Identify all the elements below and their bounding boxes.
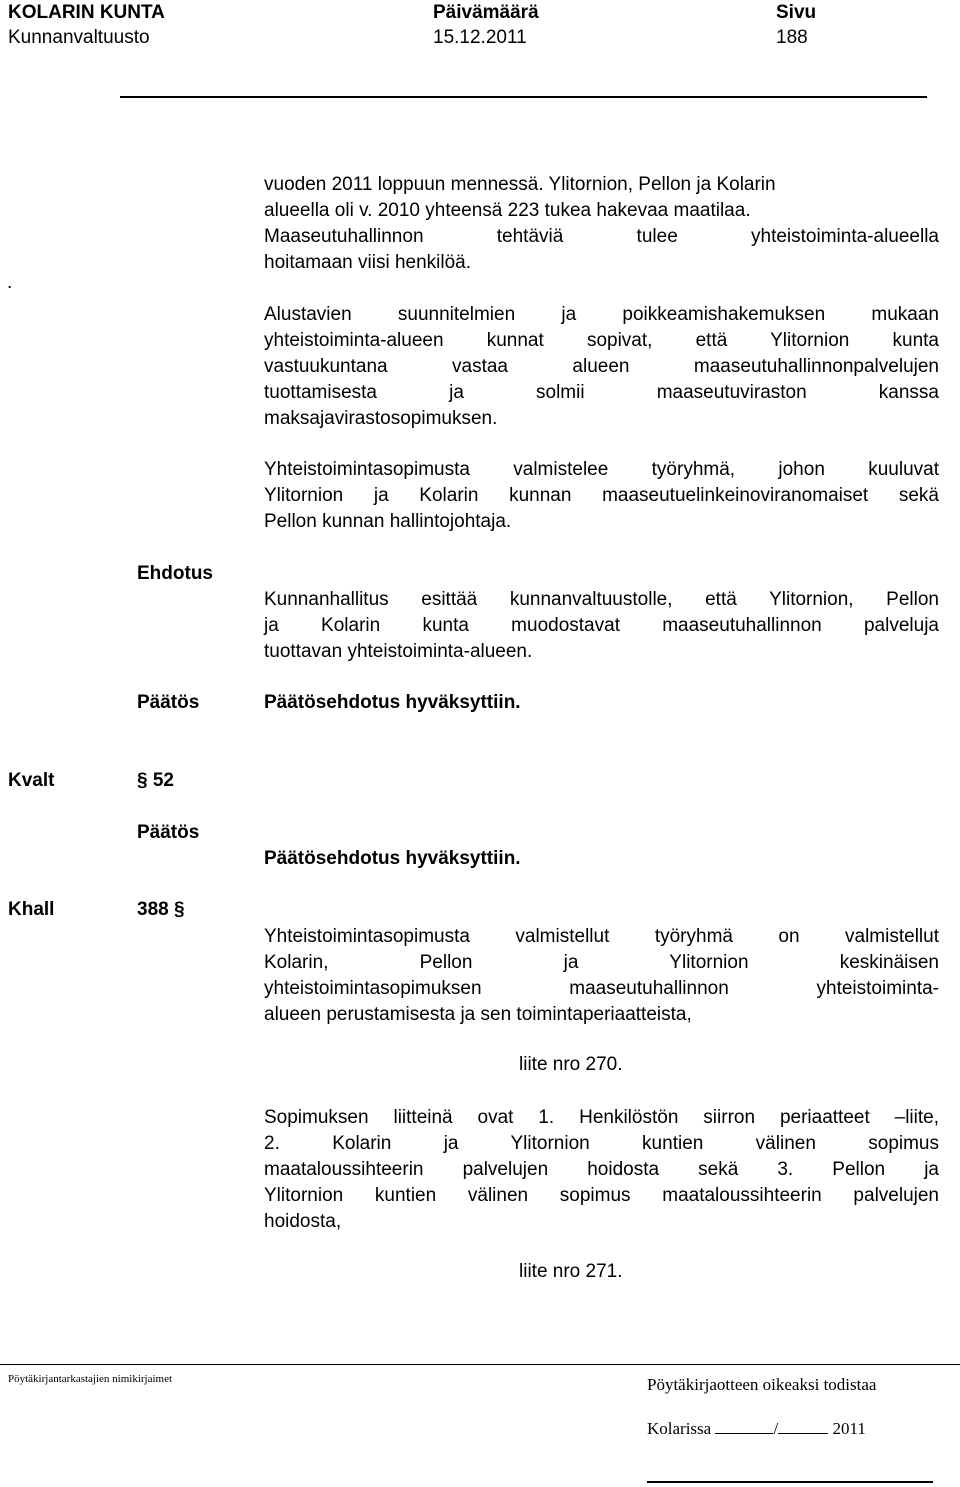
intro-line: alueella oli v. 2010 yhteensä 223 tukea hakevaa maatilaa.	[264, 200, 751, 221]
khall-line: Kolarin, Pellon ja Ylitornion keskinäisen	[264, 952, 939, 973]
khall-line: Yhteistoimintasopimusta valmistellut työryhmä on valmistellut	[264, 926, 939, 947]
page-number: 188	[776, 27, 808, 48]
day-blank	[715, 1419, 773, 1434]
appendix-line: Ylitornion kuntien välinen sopimus maataloussihteerin palvelujen	[264, 1185, 939, 1206]
date-label: Päivämäärä	[433, 2, 539, 23]
date-separator: /	[773, 1419, 779, 1438]
footer-divider	[0, 1364, 960, 1365]
organization-name: KOLARIN KUNTA	[8, 2, 165, 23]
header-divider	[120, 96, 927, 98]
decision-text: Päätösehdotus hyväksyttiin.	[264, 692, 521, 713]
khall-line: yhteistoimintasopimuksen maaseutuhallinnon yhteistoiminta-	[264, 978, 939, 999]
plans-line: Alustavien suunnitelmien ja poikkeamishakemuksen mukaan	[264, 304, 939, 325]
appendix-line: Sopimuksen liitteinä ovat 1. Henkilöstön siirron periaatteet –liite,	[264, 1107, 939, 1128]
proposal-line: ja Kolarin kunta muodostavat maaseutuhallinnon palveluja	[264, 615, 939, 636]
appendix-line: hoidosta,	[264, 1211, 342, 1232]
proposal-label: Ehdotus	[137, 563, 213, 584]
decision-label: Päätös	[137, 692, 200, 713]
plans-line: yhteistoiminta-alueen kunnat sopivat, että Ylitornion kunta	[264, 330, 939, 351]
working-group-paragraph	[264, 457, 939, 535]
decision-label: Päätös	[137, 822, 200, 843]
plans-line: tuottamisesta ja solmii maaseutuviraston kanssa	[264, 382, 939, 403]
attachment-reference: liite nro 270.	[519, 1054, 623, 1075]
plans-line: maksajavirastosopimuksen.	[264, 408, 498, 429]
meeting-date: 15.12.2011	[433, 27, 527, 48]
place-text: Kolarissa	[647, 1419, 712, 1438]
proposal-line: Kunnanhallitus esittää kunnanvaltuustolle, että Ylitornion, Pellon	[264, 589, 939, 610]
khall-label: Khall	[8, 899, 55, 920]
appendix-line: maataloussihteerin palvelujen hoidosta sekä 3. Pellon ja	[264, 1159, 939, 1180]
certification-place-date	[647, 1419, 866, 1439]
signature-line	[647, 1481, 933, 1483]
appendix-line: 2. Kolarin ja Ylitornion kuntien välinen sopimus	[264, 1133, 939, 1154]
certified-label: Pöytäkirjaotteen oikeaksi todistaa	[647, 1375, 877, 1394]
page-label: Sivu	[776, 2, 817, 23]
intro-line: vuoden 2011 loppuun mennessä. Ylitornion, Pellon ja Kolarin	[264, 174, 776, 195]
intro-line: hoitamaan viisi henkilöä.	[264, 252, 472, 273]
decision-text: Päätösehdotus hyväksyttiin.	[264, 848, 521, 869]
khall-paragraph	[264, 924, 939, 1028]
meeting-body: Kunnanvaltuusto	[8, 27, 150, 48]
margin-dot: .	[7, 272, 13, 293]
kvalt-label: Kvalt	[8, 770, 55, 791]
appendix-paragraph	[264, 1105, 939, 1235]
proposal-line: tuottavan yhteistoiminta-alueen.	[264, 641, 533, 662]
working-group-line: Ylitornion ja Kolarin kunnan maaseutuelinkeinoviranomaiset sekä	[264, 485, 939, 506]
proposal-paragraph	[264, 587, 939, 665]
plans-paragraph	[264, 302, 939, 432]
intro-paragraph	[264, 172, 939, 276]
intro-line: Maaseutuhallinnon tehtäviä tulee yhteistoiminta-alueella	[264, 226, 939, 247]
year-text: 2011	[832, 1419, 866, 1438]
attachment-reference: liite nro 271.	[519, 1261, 623, 1282]
month-blank	[778, 1419, 828, 1434]
plans-line: vastuukuntana vastaa alueen maaseutuhallinnonpalvelujen	[264, 356, 939, 377]
khall-line: alueen perustamisesta ja sen toimintaperiaatteista,	[264, 1004, 692, 1025]
kvalt-section-number: § 52	[137, 770, 174, 791]
khall-section-number: 388 §	[137, 899, 185, 920]
working-group-line: Yhteistoimintasopimusta valmistelee työryhmä, johon kuuluvat	[264, 459, 939, 480]
working-group-line: Pellon kunnan hallintojohtaja.	[264, 511, 512, 532]
signatures-label: Pöytäkirjantarkastajien nimikirjaimet	[8, 1373, 173, 1385]
